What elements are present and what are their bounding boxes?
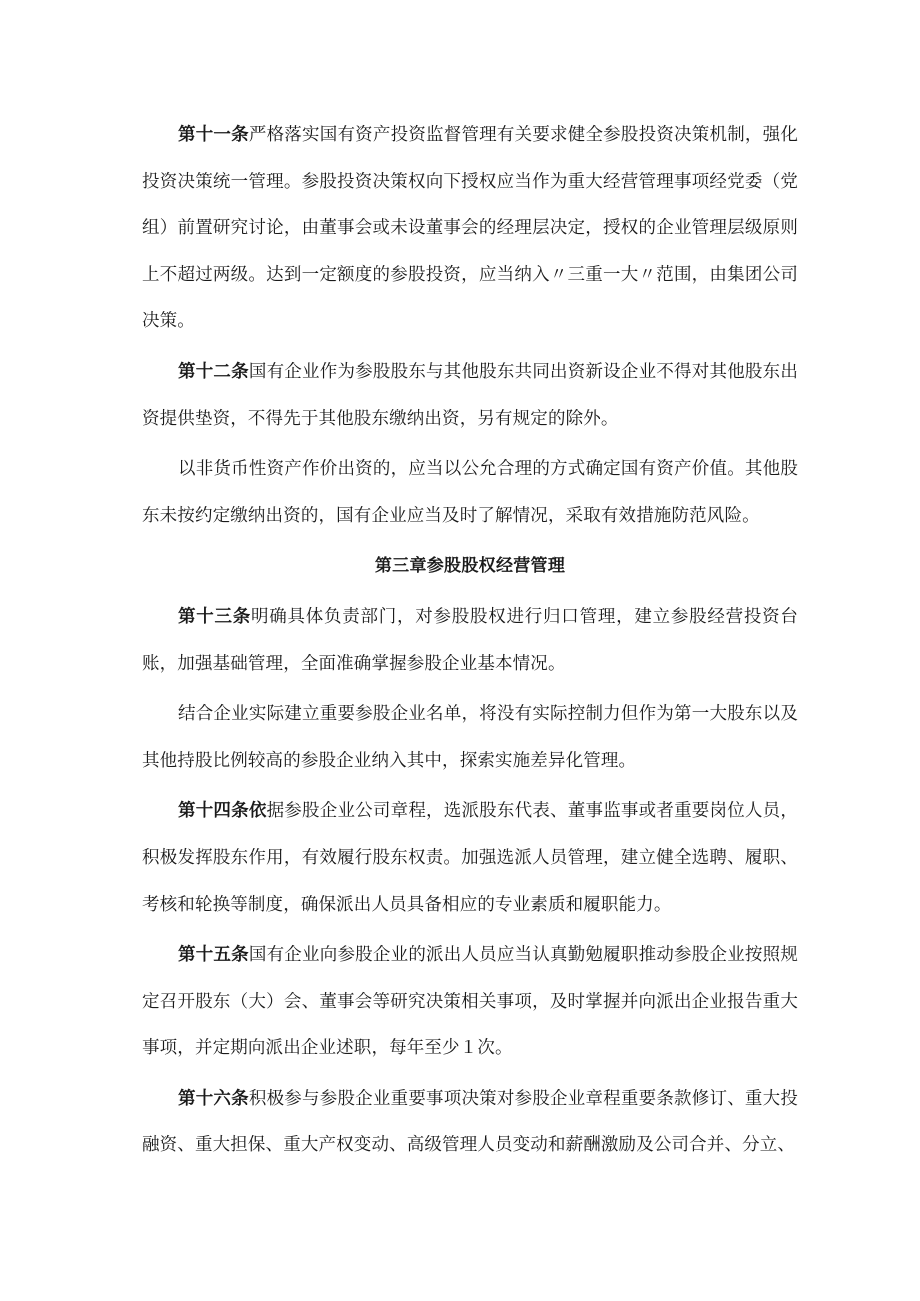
article-16-paragraph: [142, 1076, 798, 1169]
article-12-heading: 第十二条: [178, 361, 249, 382]
article-13-continuation-text: 结合企业实际建立重要参股企业名单，将没有实际控制力但作为第一大股东以及其他持股比例较高的参股企业纳入其中，探索实施差异化管理。: [142, 704, 798, 771]
article-14-heading: 第十四条依: [178, 801, 267, 822]
article-15-text: 国有企业向参股企业的派出人员应当认真勤勉履职推动参股企业按照规定召开股东（大）会、董事会等研究决策相关事项，及时掌握并向派出企业报告重大事项，并定期向派出企业述职，每年至少１次。: [142, 945, 798, 1059]
article-11-paragraph: [142, 112, 798, 345]
article-11-text: 严格落实国有资产投资监督管理有关要求健全参股投资决策机制，强化投资决策统一管理。参股投资决策权向下授权应当作为重大经营管理事项经党委（党组）前置研究讨论，由董事会或未设董事会的经理层决定，授权的企业管理层级原则上不超过两级。达到一定额度的参股投资，应当纳入〃三重一大〃范围，由集团公司决策。: [142, 125, 798, 332]
article-14-paragraph: [142, 788, 798, 928]
article-12-paragraph: [142, 349, 798, 442]
article-11-heading: 第十一条: [178, 125, 249, 145]
article-14-text: 据参股企业公司章程，选派股东代表、董事监事或者重要岗位人员，积极发挥股东作用，有效履行股东权责。加强选派人员管理，建立健全选聘、履职、考核和轮换等制度，确保派出人员具备相应的专业素质和履职能力。: [142, 801, 799, 915]
article-15-paragraph: [142, 932, 798, 1072]
article-15-heading: 第十五条: [178, 945, 249, 966]
document-body: [142, 112, 798, 1173]
article-12-text: 国有企业作为参股股东与其他股东共同出资新设企业不得对其他股东出资提供垫资，不得先于其他股东缴纳出资，另有规定的除外。: [142, 361, 798, 429]
article-13-paragraph: [142, 594, 798, 687]
article-12-continuation-paragraph: [142, 446, 798, 539]
article-13-heading: 第十三条: [178, 606, 252, 627]
article-13-text: 明确具体负责部门，对参股股权进行归口管理，建立参股经营投资台账，加强基础管理，全面准确掌握参股企业基本情况。: [142, 606, 798, 674]
article-16-text: 积极参与参股企业重要事项决策对参股企业章程重要条款修订、重大投融资、重大担保、重大产权变动、高级管理人员变动和薪酬激励及公司合并、分立、: [142, 1088, 798, 1156]
article-13-continuation-paragraph: [142, 691, 798, 784]
article-12-continuation-text: 以非货币性资产作价出资的，应当以公允合理的方式确定国有资产价值。其他股东未按约定缴纳出资的，国有企业应当及时了解情况，采取有效措施防范风险。: [142, 459, 798, 526]
chapter-3-heading: 第三章参股股权经营管理: [374, 556, 566, 577]
article-16-heading: 第十六条: [178, 1088, 249, 1109]
